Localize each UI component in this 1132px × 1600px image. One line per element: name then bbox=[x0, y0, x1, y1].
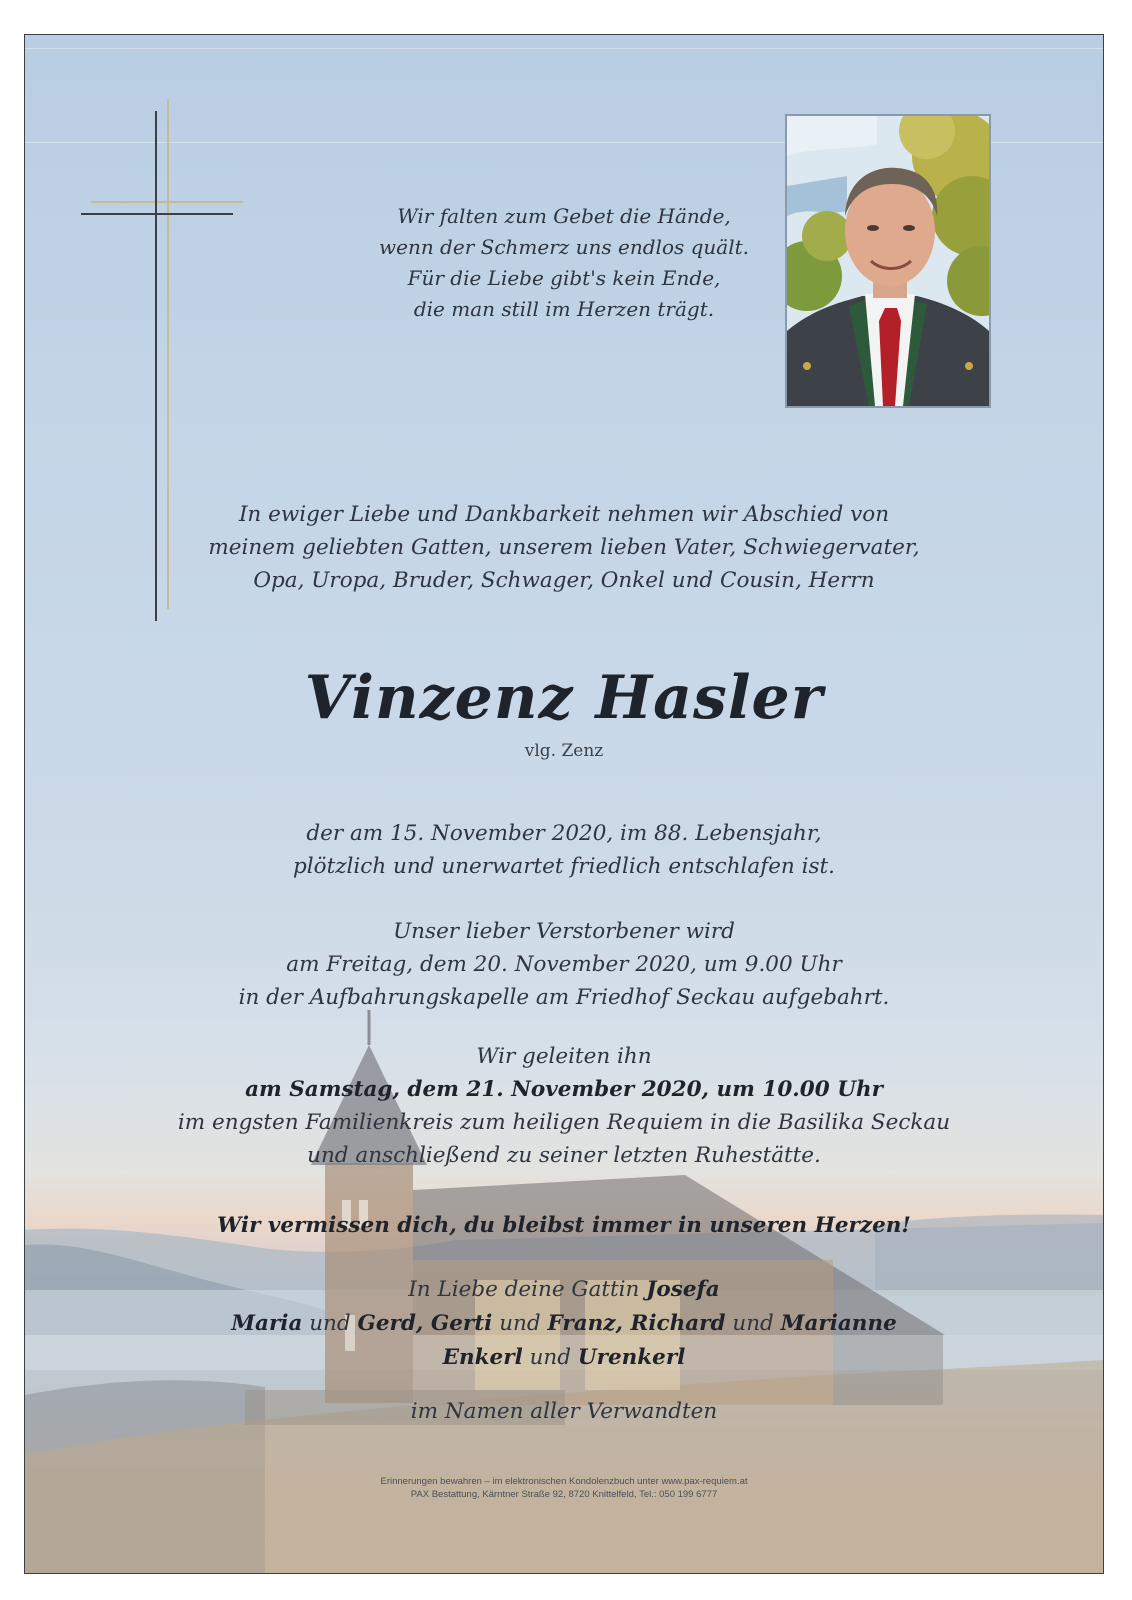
poem-verse bbox=[25, 201, 1103, 325]
child-name: Franz, Richard bbox=[547, 1311, 726, 1336]
intro-line: In ewiger Liebe und Dankbarkeit nehmen wir Abschied von bbox=[238, 502, 890, 527]
funeral-line: und anschließend zu seiner letzten Ruhestätte. bbox=[307, 1143, 821, 1168]
remembrance-line: Wir vermissen dich, du bleibst immer in unseren Herzen! bbox=[217, 1213, 911, 1238]
funeral-notice bbox=[25, 1040, 1103, 1172]
family-row-grandchildren bbox=[25, 1341, 1103, 1375]
deceased-alias: vlg. Zenz bbox=[524, 741, 604, 761]
lying-in-state-notice bbox=[25, 915, 1103, 1014]
great-grandchildren-label: Urenkerl bbox=[577, 1345, 686, 1370]
family-text: und bbox=[522, 1345, 578, 1370]
family-mourners bbox=[25, 1273, 1103, 1375]
laid-out-line: Unser lieber Verstorbener wird bbox=[393, 919, 735, 944]
death-line: plötzlich und unerwartet friedlich entschlafen ist. bbox=[293, 854, 835, 879]
poem-line: Für die Liebe gibt's kein Ende, bbox=[407, 266, 721, 290]
family-text: und bbox=[492, 1311, 548, 1336]
child-name: Maria bbox=[231, 1311, 303, 1336]
child-name: Marianne bbox=[780, 1311, 897, 1336]
death-notice bbox=[25, 817, 1103, 883]
deceased-name: Vinzenz Hasler bbox=[304, 663, 824, 733]
death-line: der am 15. November 2020, im 88. Lebensjahr, bbox=[306, 821, 822, 846]
funeral-line: Wir geleiten ihn bbox=[476, 1044, 652, 1069]
poem-line: Wir falten zum Gebet die Hände, bbox=[397, 204, 731, 228]
family-row-spouse bbox=[25, 1273, 1103, 1307]
footer-condolence-link: Erinnerungen bewahren – im elektronischen Kondolenzbuch unter www.pax-requiem.at bbox=[380, 1476, 748, 1487]
poem-line: wenn der Schmerz uns endlos quält. bbox=[378, 235, 750, 259]
family-text: In Liebe deine Gattin bbox=[408, 1277, 647, 1302]
farewell-intro bbox=[25, 498, 1103, 597]
poem-line: die man still im Herzen trägt. bbox=[413, 297, 715, 321]
funeral-date: am Samstag, dem 21. November 2020, um 10.00 Uhr bbox=[245, 1077, 883, 1102]
family-row-children bbox=[25, 1307, 1103, 1341]
laid-out-line: am Freitag, dem 20. November 2020, um 9.00 Uhr bbox=[286, 952, 842, 977]
obituary-card bbox=[24, 34, 1104, 1574]
laid-out-line: in der Aufbahrungskapelle am Friedhof Seckau aufgebahrt. bbox=[238, 985, 890, 1010]
family-text: und bbox=[725, 1311, 781, 1336]
grandchildren-label: Enkerl bbox=[442, 1345, 523, 1370]
intro-line: Opa, Uropa, Bruder, Schwager, Onkel und Cousin, Herrn bbox=[253, 568, 875, 593]
child-name: Gerd, Gerti bbox=[357, 1311, 493, 1336]
footer-undertaker-address: PAX Bestattung, Kärntner Straße 92, 8720 Knittelfeld, Tel.: 050 199 6777 bbox=[410, 1489, 718, 1500]
on-behalf-line: im Namen aller Verwandten bbox=[410, 1399, 718, 1424]
spouse-name: Josefa bbox=[646, 1277, 720, 1302]
intro-line: meinem geliebten Gatten, unserem lieben Vater, Schwiegervater, bbox=[208, 535, 920, 560]
family-text: und bbox=[302, 1311, 358, 1336]
funeral-line: im engsten Familienkreis zum heiligen Requiem in die Basilika Seckau bbox=[177, 1110, 951, 1135]
